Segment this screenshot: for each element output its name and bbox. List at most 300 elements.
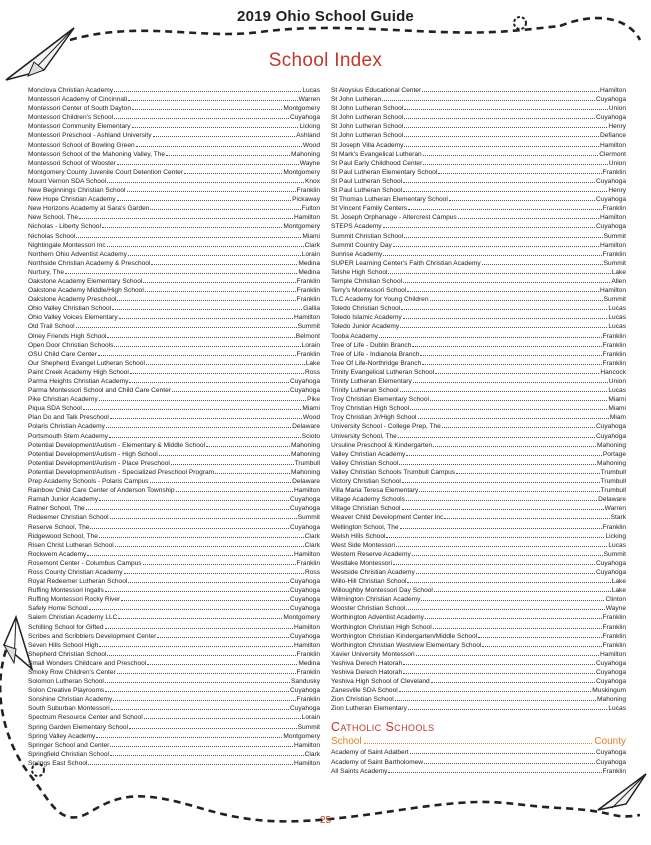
school-name: Westside Christian Academy [331, 568, 415, 576]
school-entry [331, 259, 626, 268]
school-name: Temple Christian School [331, 277, 403, 285]
school-entry [28, 713, 320, 722]
school-entry [331, 623, 626, 632]
school-name: Nicholas - Liberty School [28, 223, 101, 231]
school-entry [331, 213, 626, 222]
county-name: Summit [603, 296, 626, 304]
school-entry [28, 150, 320, 159]
county-name: Cuyahoga [289, 378, 320, 385]
county-name: Lucas [608, 314, 626, 322]
county-name: Medina [298, 659, 320, 667]
school-name: St John Lutheran School [331, 114, 404, 122]
school-entry [331, 659, 626, 668]
school-name: Trinity Lutheran Elementary [331, 378, 412, 385]
school-name: Mount Vernon SDA School [28, 177, 107, 185]
county-name: Franklin [602, 623, 626, 631]
school-entry [331, 513, 626, 522]
school-entry [28, 532, 320, 541]
school-name: Academy of Saint Adalbert [331, 749, 409, 757]
county-name: Cuyahoga [595, 568, 626, 576]
leader-dots [99, 646, 293, 647]
school-entry [28, 632, 320, 641]
school-entry [28, 422, 320, 431]
school-entry [331, 268, 626, 277]
county-name: Scioto [301, 432, 320, 440]
school-name: Risen Christ Lutheran School [28, 541, 114, 549]
leader-dots [393, 564, 595, 565]
leader-dots [404, 146, 599, 147]
school-name: TLC Academy for Young Children [331, 296, 429, 304]
school-name: Victory Christian School [331, 478, 401, 486]
school-name: Piqua SDA School [28, 405, 82, 413]
school-name: Ridgewood School, The [28, 532, 98, 540]
right-school-column [331, 86, 626, 776]
leader-dots [105, 682, 290, 683]
county-name: Mahoning [597, 696, 626, 704]
school-name: Western Reserve Academy [331, 550, 411, 558]
leader-dots [410, 753, 595, 754]
county-name: Cuyahoga [289, 505, 320, 513]
county-name: Cuyahoga [289, 596, 320, 604]
school-entry [331, 177, 626, 186]
county-name: Cuyahoga [289, 587, 320, 595]
county-name: Ross [304, 568, 320, 576]
leader-dots [420, 355, 601, 356]
leader-dots [395, 700, 596, 701]
leader-dots [482, 646, 601, 647]
school-entry [28, 604, 320, 613]
county-name: Cuyahoga [595, 669, 626, 676]
school-name: Summit Country Day [331, 241, 392, 249]
county-name: Cuyahoga [595, 223, 626, 231]
county-name: Miami [608, 396, 626, 404]
school-name: Parma Heights Christian Academy [28, 378, 129, 385]
leader-dots [99, 500, 289, 501]
school-name: Springs East School [28, 759, 88, 767]
county-name: Wood [302, 141, 320, 149]
school-name: Portsmouth Stem Academy [28, 432, 108, 440]
school-entry [331, 232, 626, 241]
county-name: Franklin [602, 632, 626, 640]
leader-dots [128, 100, 297, 101]
school-name: St Joseph Villa Academy [331, 141, 404, 149]
county-name: Clark [304, 532, 320, 540]
county-name: Montgomery [283, 223, 320, 231]
school-name: Olney Friends High School [28, 332, 107, 340]
leader-dots [128, 255, 301, 256]
school-entry [331, 595, 626, 604]
leader-dots [130, 373, 304, 374]
leader-dots [456, 473, 599, 474]
school-entry [28, 641, 320, 650]
school-name: Our Shepherd Evangel Lutheran School [28, 359, 145, 367]
school-name: Terry's Montessori School [331, 287, 407, 295]
school-name: Spring Garden Elementary School [28, 723, 129, 731]
leader-dots [400, 391, 608, 392]
county-name: Cuyahoga [289, 705, 320, 713]
county-name: Montgomery [283, 105, 320, 113]
leader-dots [98, 355, 296, 356]
school-entry [28, 568, 320, 577]
school-entry [28, 277, 320, 286]
leader-dots [433, 628, 602, 629]
school-name: Yeshiva High School of Cleveland [331, 678, 430, 686]
county-name: Union [608, 378, 626, 385]
school-name: St Paul Lutheran School [331, 177, 403, 185]
school-name: New Horizons Academy at Sara's Garden [28, 205, 150, 213]
leader-dots [65, 273, 297, 274]
school-entry [28, 395, 320, 404]
school-name: Westlake Montessori [331, 559, 393, 567]
leader-dots [379, 337, 602, 338]
leader-dots [114, 118, 289, 119]
county-name: Clinton [605, 596, 626, 604]
school-name: Rainbow Child Care Center of Anderson Township [28, 487, 175, 495]
county-name: Cuyahoga [595, 659, 626, 667]
county-name: Lake [611, 268, 626, 276]
leader-dots [416, 573, 595, 574]
county-name: Ashland [296, 132, 320, 140]
school-entry [28, 304, 320, 313]
county-name: Muskingum [592, 687, 626, 695]
leader-dots [404, 237, 602, 238]
county-name: Hamilton [293, 759, 320, 767]
leader-dots [147, 664, 297, 665]
school-entry [331, 241, 626, 250]
county-name: Cuyahoga [289, 632, 320, 640]
school-name: Worthington Christian Westview Elementary School [331, 641, 482, 649]
leader-dots [166, 155, 290, 156]
county-name: Mahoning [291, 450, 320, 458]
leader-dots [107, 182, 304, 183]
leader-dots [399, 691, 592, 692]
catholic-column-header [331, 735, 626, 748]
school-name: Shepherd Christian School [28, 650, 107, 658]
county-name: Franklin [602, 614, 626, 622]
county-name: Lucas [608, 323, 626, 331]
school-entry [331, 295, 626, 304]
school-entry [331, 532, 626, 541]
school-name: Academy of Saint Bartholomew [331, 758, 423, 766]
leader-dots [215, 473, 290, 474]
leader-dots [121, 600, 289, 601]
school-entry [331, 341, 626, 350]
school-entry [331, 559, 626, 568]
leader-dots [143, 564, 296, 565]
school-entry [331, 695, 626, 704]
leader-dots [119, 318, 293, 319]
school-name: St Mark's Evangelical Lutheran [331, 150, 422, 158]
leader-dots [146, 364, 305, 365]
county-name: Franklin [602, 205, 626, 213]
school-name: STEPS Academy [331, 223, 382, 231]
school-name: Nightingale Montessori Inc [28, 241, 106, 249]
leader-dots [83, 409, 302, 410]
leader-dots [402, 509, 604, 510]
school-entry [331, 204, 626, 213]
county-name: Henry [608, 123, 626, 131]
school-entry [331, 468, 626, 477]
county-name: Franklin [602, 341, 626, 349]
county-name: Mahoning [291, 441, 320, 449]
leader-dots [159, 455, 290, 456]
leader-dots [111, 709, 289, 710]
county-name: Medina [298, 268, 320, 276]
school-name: Tree of Life - Dublin Branch [331, 341, 412, 349]
school-entry [331, 459, 626, 468]
school-name: Zion Lutheran Elementary [331, 705, 407, 713]
school-name: All Saints Academy [331, 767, 388, 775]
leader-dots [128, 582, 289, 583]
school-name: St John Lutheran [331, 96, 382, 104]
school-entry [331, 322, 626, 331]
county-name: Cuyahoga [595, 177, 626, 185]
school-entry [331, 477, 626, 486]
school-entry [331, 486, 626, 495]
leader-dots [151, 264, 297, 265]
school-name: Ross County Christian Academy [28, 568, 123, 576]
school-entry [28, 595, 320, 604]
paper-airplane-icon [596, 772, 648, 812]
county-name: Hamilton [293, 641, 320, 649]
county-name: Clark [304, 541, 320, 549]
leader-dots [107, 655, 295, 656]
county-name: Franklin [602, 359, 626, 367]
county-name: Ross [304, 368, 320, 376]
school-name: Solon Creative Playrooms [28, 687, 105, 695]
leader-dots [444, 518, 609, 519]
school-entry [28, 322, 320, 331]
school-name: Ramah Junior Academy [28, 496, 99, 504]
school-name: Parma Montessori School and Child Care Center [28, 387, 171, 395]
school-name: West Side Montessori [331, 541, 396, 549]
county-column-label: County [594, 736, 626, 748]
school-entry [331, 432, 626, 441]
catholic-school-list [331, 748, 626, 775]
leader-dots [423, 155, 599, 156]
school-name: St. Joseph Orphanage - Altercrest Campus [331, 214, 457, 222]
county-name: Miam [609, 414, 626, 422]
school-entry [28, 450, 320, 459]
leader-dots [421, 600, 604, 601]
leader-dots [105, 691, 289, 692]
leader-dots [407, 582, 610, 583]
county-name: Knox [304, 177, 320, 185]
county-name: Cuyahoga [595, 96, 626, 104]
county-name: Pike [307, 396, 320, 404]
school-name: Prep Academy Schools - Polaris Campus [28, 478, 149, 486]
leader-dots [482, 264, 603, 265]
county-name: Cuyahoga [289, 687, 320, 695]
leader-dots [413, 382, 608, 383]
county-name: Hamilton [293, 314, 320, 322]
school-entry [28, 741, 320, 750]
county-name: Union [608, 105, 626, 113]
leader-dots [110, 746, 293, 747]
leader-dots [403, 191, 607, 192]
leader-dots [383, 255, 601, 256]
school-name: St Vincent Family Centers [331, 205, 408, 213]
school-name: Yeshiva Derech Hatorah [331, 659, 403, 667]
county-name: Clermont [599, 150, 626, 158]
school-name: Reserve School, The [28, 523, 90, 531]
school-name: Troy Christian Elementary School [331, 396, 429, 404]
school-entry [331, 748, 626, 757]
leader-dots [442, 427, 595, 428]
school-name: Wellington School, The [331, 523, 399, 531]
school-name: Montessori Community Elementary [28, 123, 131, 131]
school-entry [28, 141, 320, 150]
leader-dots [117, 164, 299, 165]
catholic-schools-heading: Catholic Schools [331, 720, 435, 735]
school-entry [331, 632, 626, 641]
leader-dots [416, 655, 599, 656]
school-entry [28, 695, 320, 704]
leader-dots [422, 91, 599, 92]
county-name: Cuyahoga [595, 758, 626, 766]
school-entry [331, 541, 626, 550]
school-name: Tree of Life - Indianola Branch [331, 350, 420, 358]
school-entry [28, 750, 320, 759]
leader-dots [422, 364, 601, 365]
school-name: Xavier University Montessori [331, 650, 415, 658]
school-entry [331, 286, 626, 295]
school-entry [28, 104, 320, 113]
school-name: New School, The [28, 214, 79, 222]
school-name: Valley Christian Schools Trumbull Campus [331, 468, 456, 476]
school-name: St Paul Lutheran School [331, 187, 403, 195]
leader-dots [435, 373, 599, 374]
county-name: Lake [611, 578, 626, 586]
school-name: Nurtury, The [28, 268, 65, 276]
school-entry [28, 122, 320, 131]
school-name: Oakstone Academy Elementary School [28, 277, 143, 285]
school-entry [28, 459, 320, 468]
school-name: Safely Home School [28, 605, 88, 613]
county-name: Hamilton [293, 487, 320, 495]
county-name: Hamilton [599, 214, 626, 222]
school-entry [28, 286, 320, 295]
county-name: Lucas [608, 387, 626, 395]
school-name: Village Academy Schools [331, 496, 405, 504]
school-name: Troy Christian Jr/High School [331, 414, 417, 422]
school-name: Seven Hills School High [28, 641, 99, 649]
leader-dots [398, 437, 595, 438]
leader-dots [88, 764, 293, 765]
county-name: Lucas [608, 705, 626, 713]
school-entry [28, 177, 320, 186]
leader-dots [99, 537, 304, 538]
leader-dots [150, 482, 292, 483]
county-name: Hamilton [293, 741, 320, 749]
county-name: Cuyahoga [595, 749, 626, 757]
school-name: Potential Development/Autism - Elementary & Middle School [28, 441, 206, 449]
school-entry [331, 568, 626, 577]
school-name: Oakstone Academy Preschool [28, 296, 117, 304]
leader-dots [76, 327, 297, 328]
right-school-list [331, 86, 626, 713]
school-entry [28, 468, 320, 477]
leader-dots [112, 309, 302, 310]
school-name: Rosemont Center - Columbus Campus [28, 559, 142, 567]
school-name: Zion Christian School [331, 696, 394, 704]
school-name: Rockwern Academy [28, 550, 87, 558]
county-name: Hamilton [599, 141, 626, 149]
school-entry [331, 368, 626, 377]
county-name: Defiance [599, 132, 626, 140]
leader-dots [113, 700, 295, 701]
school-column-label: School [331, 736, 362, 748]
school-name: Sunrise Academy [331, 250, 383, 258]
school-entry [331, 141, 626, 150]
leader-dots [106, 427, 291, 428]
school-name: Worthington Christian High School [331, 623, 432, 631]
school-name: Ruffing Montessori Rocky River [28, 596, 121, 604]
leader-dots [402, 482, 600, 483]
leader-dots [478, 637, 601, 638]
school-entry [28, 686, 320, 695]
school-entry [28, 577, 320, 586]
school-entry [28, 432, 320, 441]
school-entry [28, 159, 320, 168]
leader-dots [400, 327, 607, 328]
school-entry [28, 386, 320, 395]
school-entry [331, 404, 626, 413]
county-name: Stark [610, 514, 626, 522]
county-name: Cuyahoga [595, 678, 626, 686]
school-name: University School, The [331, 432, 397, 440]
county-name: Franklin [296, 287, 320, 295]
leader-dots [150, 209, 300, 210]
leader-dots [107, 246, 304, 247]
school-entry [28, 186, 320, 195]
leader-dots [171, 464, 294, 465]
school-name: Montessori School of Wooster [28, 159, 116, 167]
school-name: Open Door Christian Schools [28, 341, 114, 349]
county-name: Lake [611, 587, 626, 595]
school-name: Montessori Children's School [28, 114, 114, 122]
school-name: Potential Development/Autism - High School [28, 450, 158, 458]
county-name: Summit [603, 259, 626, 267]
county-name: Cuyahoga [289, 523, 320, 531]
school-entry [331, 604, 626, 613]
school-name: Monclova Christian Academy [28, 87, 114, 94]
school-entry [28, 477, 320, 486]
county-name: Lucas [608, 305, 626, 313]
school-entry [331, 359, 626, 368]
school-name: SUPER Learning Center's Faith Christian Academy [331, 259, 481, 267]
school-entry [331, 641, 626, 650]
leader-dots [388, 273, 610, 274]
leader-dots [79, 218, 293, 219]
county-name: Clark [304, 750, 320, 758]
county-name: Belmont [295, 332, 320, 340]
school-entry [28, 623, 320, 632]
school-entry [331, 441, 626, 450]
county-name: Cuyahoga [289, 578, 320, 586]
school-name: Weaver Child Development Center Inc [331, 514, 444, 522]
school-entry [331, 277, 626, 286]
school-entry [331, 586, 626, 595]
county-name: Licking [605, 532, 626, 540]
county-name: Medina [298, 259, 320, 267]
county-name: Hamilton [599, 650, 626, 658]
leader-dots [423, 164, 608, 165]
school-entry [28, 559, 320, 568]
leader-dots [399, 464, 596, 465]
school-name: Montessori Preschool - Ashland University [28, 132, 152, 140]
county-name: Trumbull [600, 487, 626, 495]
